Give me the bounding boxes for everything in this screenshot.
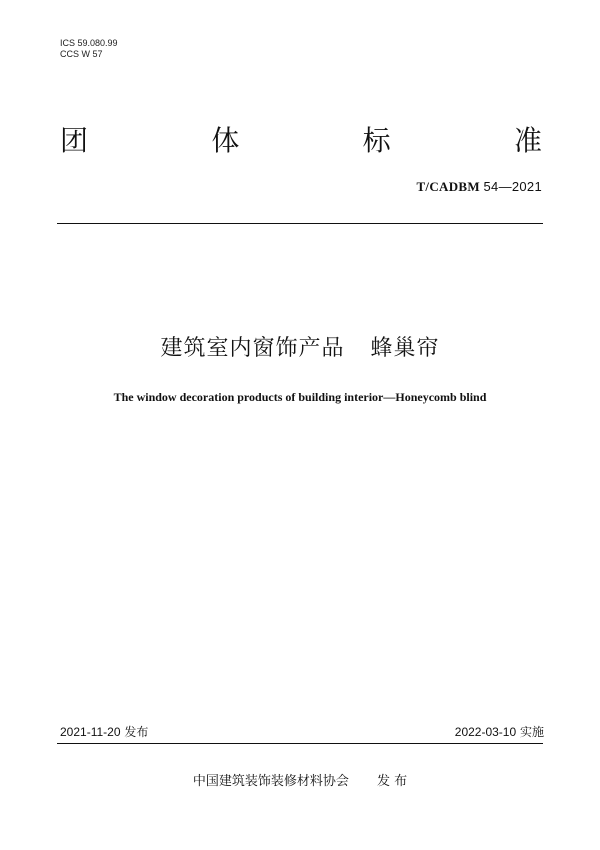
chinese-title <box>0 334 600 364</box>
classification-codes <box>60 38 118 60</box>
publisher-action: 发 布 <box>376 774 408 789</box>
standard-type-char-1: 团 <box>60 124 89 157</box>
standard-type-char-4: 准 <box>513 124 542 157</box>
date-row <box>60 724 544 740</box>
ccs-code: CCS W 57 <box>60 49 103 59</box>
bottom-divider <box>57 743 543 744</box>
top-divider <box>57 223 543 224</box>
publish-date: 2021-11-20 <box>60 725 121 739</box>
standard-number <box>416 179 542 195</box>
publisher-line <box>0 773 600 791</box>
publisher-name: 中国建筑装饰装修材料协会 <box>192 774 349 789</box>
publish-label: 发布 <box>124 725 149 739</box>
implement-date: 2022-03-10 <box>454 725 517 739</box>
chinese-title-sub: 蜂巢帘 <box>370 336 440 361</box>
implement-date-block <box>455 724 544 740</box>
implement-label: 实施 <box>519 725 544 739</box>
chinese-title-main: 建筑室内窗饰产品 <box>160 336 345 361</box>
standard-type-char-3: 标 <box>362 124 391 157</box>
standard-number-prefix: T/CADBM <box>416 179 480 194</box>
english-title: The window decoration products of building interior—Honeycomb blind <box>113 390 487 404</box>
standard-type-char-2: 体 <box>211 124 240 157</box>
standard-type-heading <box>60 122 542 160</box>
standard-number-value: 54—2021 <box>483 179 542 194</box>
ics-code: ICS 59.080.99 <box>60 38 118 48</box>
publish-date-block <box>60 724 148 740</box>
